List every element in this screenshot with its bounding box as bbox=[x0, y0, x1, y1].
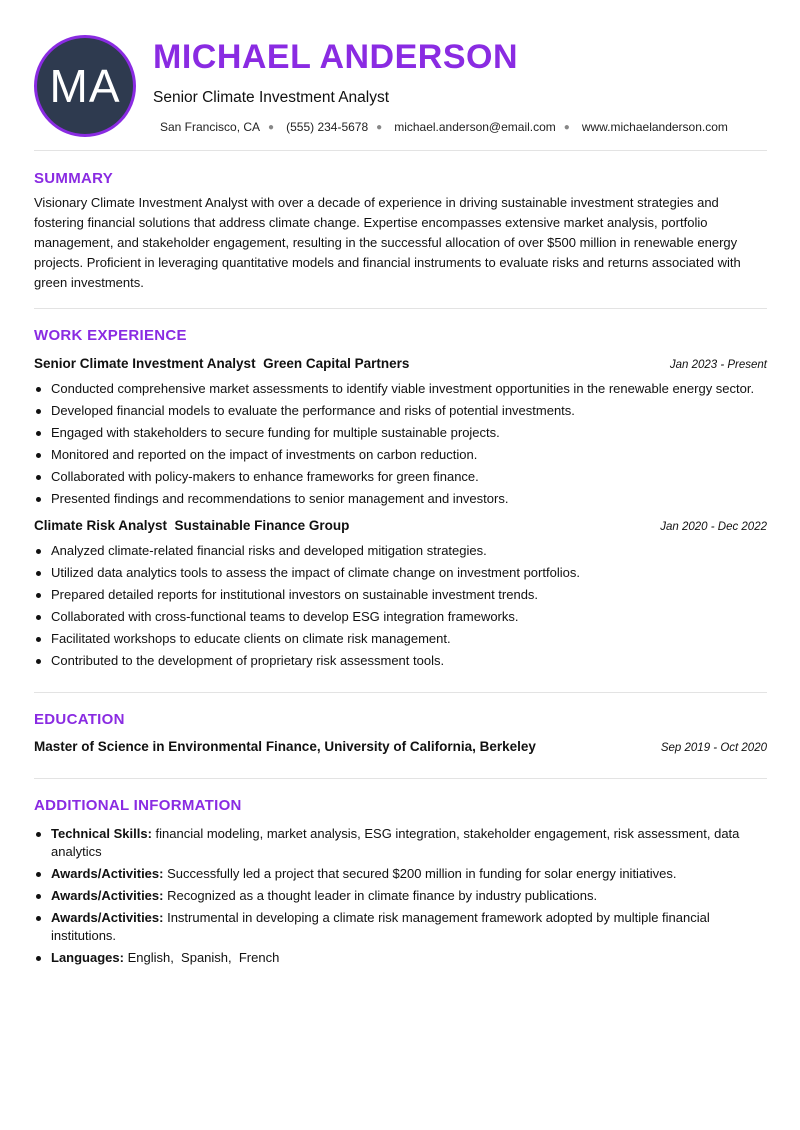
list-item: Engaged with stakeholders to secure funding for multiple sustainable projects. bbox=[34, 424, 767, 442]
list-item bbox=[34, 949, 767, 967]
section-heading-education: EDUCATION bbox=[34, 711, 125, 728]
job-header bbox=[34, 356, 767, 371]
contact-bar bbox=[160, 120, 728, 134]
summary-text: Visionary Climate Investment Analyst with over a decade of experience in driving sustainable investment strategies and fostering financial solutions that address climate change. Expertise encompasses extensive market analysis, portfolio management, and stakeholder engagement, resulting in the successful allocation of over $500 million in renewable energy projects. Proficient in leveraging quantitative models and financial instruments to evaluate risks and returns associated with green investments. bbox=[34, 195, 741, 290]
item-text: Instrumental in developing a climate risk management framework adopted by multiple financial institutions. bbox=[51, 910, 710, 943]
resume-page bbox=[34, 0, 767, 971]
education-degree: Master of Science in Environmental Finance, University of California, Berkeley bbox=[34, 739, 536, 754]
item-text: English, Spanish, French bbox=[123, 950, 280, 965]
item-label: Languages: bbox=[51, 950, 124, 965]
additional-info-section bbox=[34, 779, 767, 967]
section-heading-summary: SUMMARY bbox=[34, 170, 114, 187]
item-label: Technical Skills: bbox=[51, 826, 152, 841]
list-item: Prepared detailed reports for institutional investors on sustainable investment trends. bbox=[34, 586, 767, 604]
job-bullets bbox=[34, 380, 767, 508]
contact-website: www.michaelanderson.com bbox=[581, 120, 728, 134]
avatar bbox=[34, 35, 136, 137]
job-dates: Jan 2020 - Dec 2022 bbox=[660, 521, 767, 533]
job-bullets bbox=[34, 542, 767, 670]
education-entry bbox=[34, 739, 767, 754]
list-item: Utilized data analytics tools to assess the impact of climate change on investment portfolios. bbox=[34, 564, 767, 582]
candidate-title: Senior Climate Investment Analyst bbox=[153, 89, 390, 106]
resume-header bbox=[34, 0, 767, 151]
item-text: Recognized as a thought leader in climate finance by industry publications. bbox=[163, 888, 598, 903]
list-item bbox=[34, 825, 767, 861]
list-item: Collaborated with cross-functional teams to develop ESG integration frameworks. bbox=[34, 608, 767, 626]
additional-info-list bbox=[34, 825, 767, 967]
job-dates: Jan 2023 - Present bbox=[669, 359, 767, 371]
list-item: Collaborated with policy-makers to enhance frameworks for green finance. bbox=[34, 468, 767, 486]
separator-dot-icon: ● bbox=[376, 121, 383, 133]
work-experience-section bbox=[34, 309, 767, 693]
job-role: Climate Risk Analyst Sustainable Finance Group bbox=[34, 518, 350, 533]
contact-email: michael.anderson@email.com bbox=[394, 120, 556, 134]
item-text: Successfully led a project that secured $200 million in funding for solar energy initiatives. bbox=[163, 866, 677, 881]
list-item bbox=[34, 909, 767, 945]
item-label: Awards/Activities: bbox=[51, 910, 164, 925]
list-item: Contributed to the development of proprietary risk assessment tools. bbox=[34, 652, 767, 670]
list-item bbox=[34, 865, 767, 883]
item-label: Awards/Activities: bbox=[51, 888, 164, 903]
list-item: Conducted comprehensive market assessments to identify viable investment opportunities in the renewable energy sector. bbox=[34, 380, 767, 398]
candidate-name: MICHAEL ANDERSON bbox=[153, 38, 519, 76]
section-heading-additional: ADDITIONAL INFORMATION bbox=[34, 797, 242, 814]
education-section bbox=[34, 693, 767, 779]
job-entry bbox=[34, 518, 767, 670]
list-item: Facilitated workshops to educate clients on climate risk management. bbox=[34, 630, 767, 648]
job-entry bbox=[34, 356, 767, 508]
section-heading-experience: WORK EXPERIENCE bbox=[34, 327, 187, 344]
list-item bbox=[34, 887, 767, 905]
list-item: Monitored and reported on the impact of investments on carbon reduction. bbox=[34, 446, 767, 464]
contact-phone: (555) 234-5678 bbox=[286, 120, 369, 134]
education-dates: Sep 2019 - Oct 2020 bbox=[660, 742, 767, 754]
list-item: Analyzed climate-related financial risks and developed mitigation strategies. bbox=[34, 542, 767, 560]
separator-dot-icon: ● bbox=[563, 121, 570, 133]
item-text: financial modeling, market analysis, ESG integration, stakeholder engagement, risk assessment, data analytics bbox=[51, 826, 740, 859]
avatar-initials: MA bbox=[49, 60, 121, 112]
separator-dot-icon: ● bbox=[268, 121, 275, 133]
list-item: Developed financial models to evaluate the performance and risks of potential investments. bbox=[34, 402, 767, 420]
job-header bbox=[34, 518, 767, 533]
contact-location: San Francisco, CA bbox=[160, 120, 261, 134]
list-item: Presented findings and recommendations to senior management and investors. bbox=[34, 490, 767, 508]
summary-section bbox=[34, 151, 767, 309]
job-role: Senior Climate Investment Analyst Green Capital Partners bbox=[34, 356, 410, 371]
item-label: Awards/Activities: bbox=[51, 866, 164, 881]
